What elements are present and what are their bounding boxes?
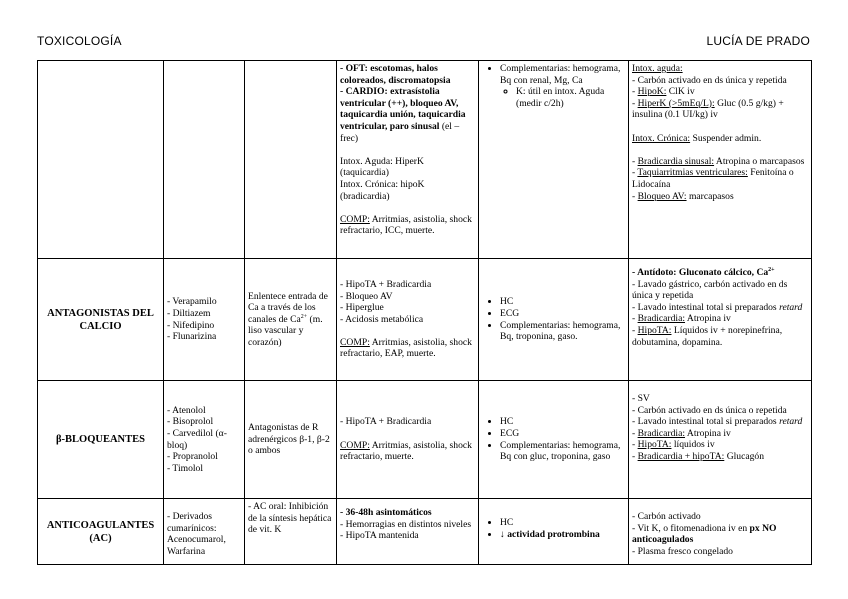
header-author: LUCÍA DE PRADO: [706, 34, 810, 48]
treat-prefix: -: [632, 167, 638, 179]
treat-label: HipoK:: [637, 86, 667, 98]
treat-line: - Plasma fresco congelado: [632, 545, 733, 557]
comp-text: Arritmias, asistolia, shock refractario, muerte.: [340, 439, 472, 463]
treat-text: Atropina iv: [685, 427, 731, 439]
treat-text: Atropina o marcapasos: [714, 155, 805, 167]
treat-text: Gluc (0.5 g/kg) + insulina (0.1 UI/kg) iv: [632, 97, 784, 121]
treat-line: - Lavado gástrico, carbón activado en ds única y repetida: [632, 278, 788, 302]
mechanism-text: Enlentece entrada de Ca a través de los canales de Ca: [248, 290, 328, 325]
drug-item: - Carvedilol (α-bloq): [167, 427, 227, 451]
treat-line: - Carbón activado en ds única y repetida: [632, 74, 787, 86]
diagnosis-cell: [479, 61, 629, 259]
comp-label: COMP:: [340, 213, 370, 225]
treat-label: Bradicardia:: [637, 313, 686, 325]
drugs-cell: [164, 259, 245, 381]
drug-name-cell: [38, 61, 164, 259]
clinic-line: - OFT: escotomas, halos coloreados, discromatopsia: [340, 63, 451, 86]
drugs-cell: [164, 61, 245, 259]
list-item: [516, 86, 625, 109]
clinic-line: - CARDIO: extrasístolia ventricular (++), bloqueo AV, taquicardia unión, taquicardia ventricular, paro sinusal: [340, 86, 466, 132]
treat-text: - Vit K, o fitomenadiona iv en: [632, 522, 750, 534]
drug-item: - Flunarizina: [167, 331, 217, 343]
treat-text: - Lavado intestinal total si preparados: [632, 416, 780, 428]
drug-name-cell: ANTAGONISTAS DEL CALCIO: [38, 259, 164, 381]
list-item: • ↓ actividad protrombina: [500, 529, 625, 541]
treat-prefix: -: [632, 324, 638, 336]
treat-line: - SV: [632, 393, 650, 404]
table-row: [38, 499, 812, 565]
clinic-cell: [337, 381, 479, 499]
treat-prefix: -: [632, 427, 638, 439]
diag-subtext: K: útil en intox. Aguda (medir c/2h): [516, 86, 605, 109]
treat-text: Fenitoína o Lidocaína: [632, 167, 794, 190]
drug-item: - Nifedipino: [167, 319, 215, 331]
treat-text: ClK iv: [666, 86, 695, 98]
drugs-cell: [164, 499, 245, 565]
treatment-cell: [629, 381, 812, 499]
list-item: • HC: [500, 296, 625, 308]
superscript: 2+: [768, 266, 775, 273]
treat-label: Bloqueo AV:: [637, 190, 687, 202]
treat-prefix: -: [632, 190, 638, 202]
treat-text: marcapasos: [686, 190, 734, 202]
treat-line: Intox. aguda:: [632, 63, 683, 74]
drug-item: - Propranolol: [167, 451, 218, 463]
clinic-cell: [337, 259, 479, 381]
table-row: [38, 381, 812, 499]
list-item: [500, 63, 625, 109]
toxicology-table: [37, 60, 812, 565]
diagnosis-cell: [479, 381, 629, 499]
treat-label: HipoTA:: [637, 439, 672, 451]
treat-label: Bradicardia sinusal:: [637, 155, 715, 167]
treat-text: - Lavado intestinal total si preparados: [632, 301, 780, 313]
treat-text: Glucagón: [724, 450, 764, 462]
treat-label: HipoTA:: [637, 324, 672, 336]
treat-label: Bradicardia + hipoTA:: [637, 450, 725, 462]
clinic-line: - Acidosis metabólica: [340, 313, 424, 325]
drug-item: - Diltiazem: [167, 307, 211, 319]
clinic-cell: [337, 499, 479, 565]
treat-prefix: -: [632, 313, 638, 325]
treat-text: Suspender admin.: [690, 132, 762, 144]
treatment-cell: [629, 61, 812, 259]
mechanism-tail: (m. liso vascular y corazón): [248, 313, 323, 348]
drug-item: - Bisoprolol: [167, 416, 214, 428]
mechanism-cell: [245, 61, 337, 259]
clinic-line: Intox. Crónica: hipoK (bradicardia): [340, 178, 425, 202]
diagnosis-cell: [479, 499, 629, 565]
clinic-cell: [337, 61, 479, 259]
clinic-line: - Hiperglue: [340, 302, 384, 314]
treat-prefix: -: [632, 97, 638, 109]
treat-prefix: -: [632, 450, 638, 462]
clinic-line-tail: (el – frec): [340, 120, 460, 144]
comp-text: Arritmias, asistolia, shock refractario, ICC, muerte.: [340, 213, 472, 237]
comp-label: COMP:: [340, 439, 370, 451]
header-title: TOXICOLOGÍA: [37, 34, 122, 48]
comp-label: COMP:: [340, 336, 370, 348]
drugs-cell: [164, 381, 245, 499]
list-item: • ECG: [500, 428, 625, 440]
treat-prefix: -: [632, 155, 638, 167]
clinic-line: - Hemorragias en distintos niveles: [340, 518, 472, 530]
list-item: • Complementarias: hemograma, Bq, troponina, gaso.: [500, 320, 625, 343]
comp-text: Arritmias, asistolia, shock refractario, EAP, muerte.: [340, 336, 472, 360]
treat-line: - Carbón activado en ds única o repetida: [632, 404, 787, 416]
antidote-label: - Antídoto: Gluconato cálcico, Ca: [632, 267, 769, 278]
treat-prefix: -: [632, 439, 638, 451]
treat-label: Bradicardia:: [637, 427, 686, 439]
superscript: 2+: [300, 313, 308, 320]
treat-text: Atropina iv: [685, 313, 731, 325]
drug-name-cell: β-BLOQUEANTES: [38, 381, 164, 499]
drug-item: - Derivados cumarínicos: Acenocumarol, Warfarina: [167, 511, 226, 557]
mechanism-cell: [245, 259, 337, 381]
diagnosis-cell: [479, 259, 629, 381]
treat-label: Taquiarritmias ventriculares:: [637, 167, 748, 179]
clinic-line: - HipoTA mantenida: [340, 530, 419, 542]
treat-text: líquidos iv: [671, 439, 715, 451]
table-row: [38, 259, 812, 381]
clinic-line: - Bloqueo AV: [340, 290, 393, 302]
drug-item: - Timolol: [167, 462, 203, 474]
clinic-line: - HipoTA + Bradicardia: [340, 278, 432, 290]
mechanism-cell: Antagonistas de R adrenérgicos β-1, β-2 o ambos: [245, 381, 337, 499]
diag-text: Complementarias: hemograma, Bq con renal, Mg, Ca: [500, 63, 621, 86]
treat-label: HiperK (>5mEq/L):: [637, 97, 715, 109]
list-item: • ECG: [500, 308, 625, 320]
table-row: [38, 61, 812, 259]
treat-prefix: -: [632, 86, 638, 98]
list-item: • Complementarias: hemograma, Bq con gluc, troponina, gaso: [500, 440, 625, 463]
treatment-cell: [629, 259, 812, 381]
drug-item: - Atenolol: [167, 404, 206, 416]
list-item: • HC: [500, 517, 625, 529]
treat-label: Intox. Crónica:: [632, 132, 691, 144]
treat-text: Líquidos iv + norepinefrina, dobutamina, dopamina.: [632, 324, 783, 348]
treat-italic: retard: [779, 301, 803, 313]
treat-line: - Carbón activado: [632, 511, 701, 522]
drug-item: - Verapamilo: [167, 296, 217, 308]
mechanism-cell: - AC oral: Inhibición de la síntesis hepática de vit. K: [245, 499, 337, 565]
clinic-line: Intox. Aguda: HiperK (taquicardia): [340, 155, 424, 179]
list-item: • HC: [500, 416, 625, 428]
drug-name-cell: ANTICOAGULANTES (AC): [38, 499, 164, 565]
treatment-cell: [629, 499, 812, 565]
clinic-line: - HipoTA + Bradicardia: [340, 416, 432, 428]
treat-bold: px NO anticoagulados: [632, 522, 777, 546]
clinic-line: - 36-48h asintomáticos: [340, 507, 432, 518]
treat-italic: retard: [779, 416, 803, 428]
